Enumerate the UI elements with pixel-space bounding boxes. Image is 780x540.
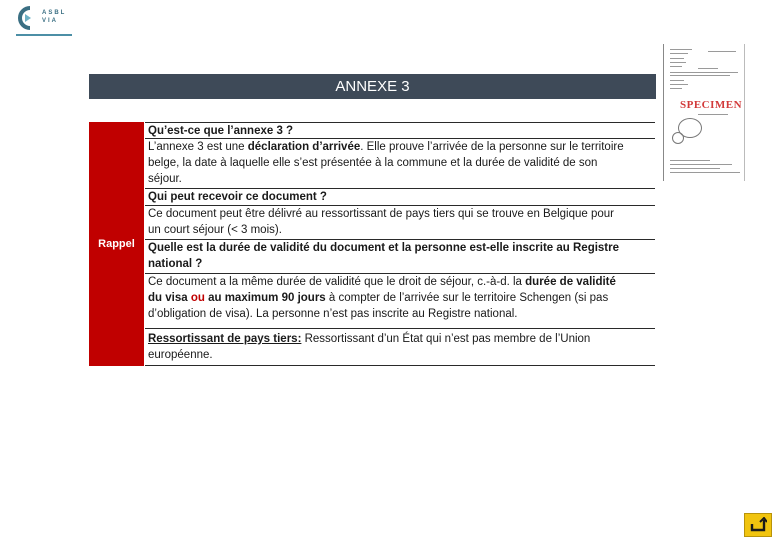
logo-line2: VIA: [42, 18, 59, 24]
definition-third-country-national: Ressortissant de pays tiers: Ressortissant d’un État qui n’est pas membre de l’Union européenne.: [145, 329, 655, 366]
question-who-receives: Qui peut recevoir ce document ?: [145, 189, 655, 206]
answer-validity-duration: Ce document a la même durée de validité que le droit de séjour, c.-à-d. la durée de validité du visa ou au maximum 90 jours à compter de l’arrivée sur le territoire Schengen (si pas d’obligation de visa). La personne n’est pas inscrite au Registre national.: [145, 274, 655, 329]
rappel-sidebar: [89, 122, 144, 366]
logo-line1: ASBL: [42, 10, 67, 16]
slide-title: ANNEXE 3: [335, 78, 410, 95]
rappel-label: Rappel: [98, 238, 135, 250]
return-button[interactable]: [744, 513, 772, 537]
question-validity-duration: Quelle est la durée de validité du document et la personne est-elle inscrite au Registre national ?: [145, 240, 655, 274]
answer-who-receives: Ce document peut être délivré au ressortissant de pays tiers qui se trouve en Belgique pour un court séjour (< 3 mois).: [145, 206, 655, 240]
logo-underline: [16, 34, 72, 36]
specimen-document-thumbnail: [663, 44, 745, 181]
slide-title-bar: [89, 74, 656, 99]
question-what-is-annex3: Qu’est-ce que l’annexe 3 ?: [145, 122, 655, 139]
answer-what-is-annex3: L’annexe 3 est une déclaration d’arrivée. Elle prouve l’arrivée de la personne sur le territoire belge, la date à laquelle elle s’est présentée à la commune et la durée de validité de son séjour.: [145, 139, 655, 189]
asbl-via-logo-icon: [16, 5, 38, 31]
rappel-table: [89, 122, 655, 366]
rappel-content: [145, 122, 655, 366]
logo-text: [42, 9, 66, 25]
return-arrow-icon: [749, 517, 767, 533]
specimen-stamp: SPECIMEN: [680, 99, 743, 111]
logo: [16, 5, 76, 37]
